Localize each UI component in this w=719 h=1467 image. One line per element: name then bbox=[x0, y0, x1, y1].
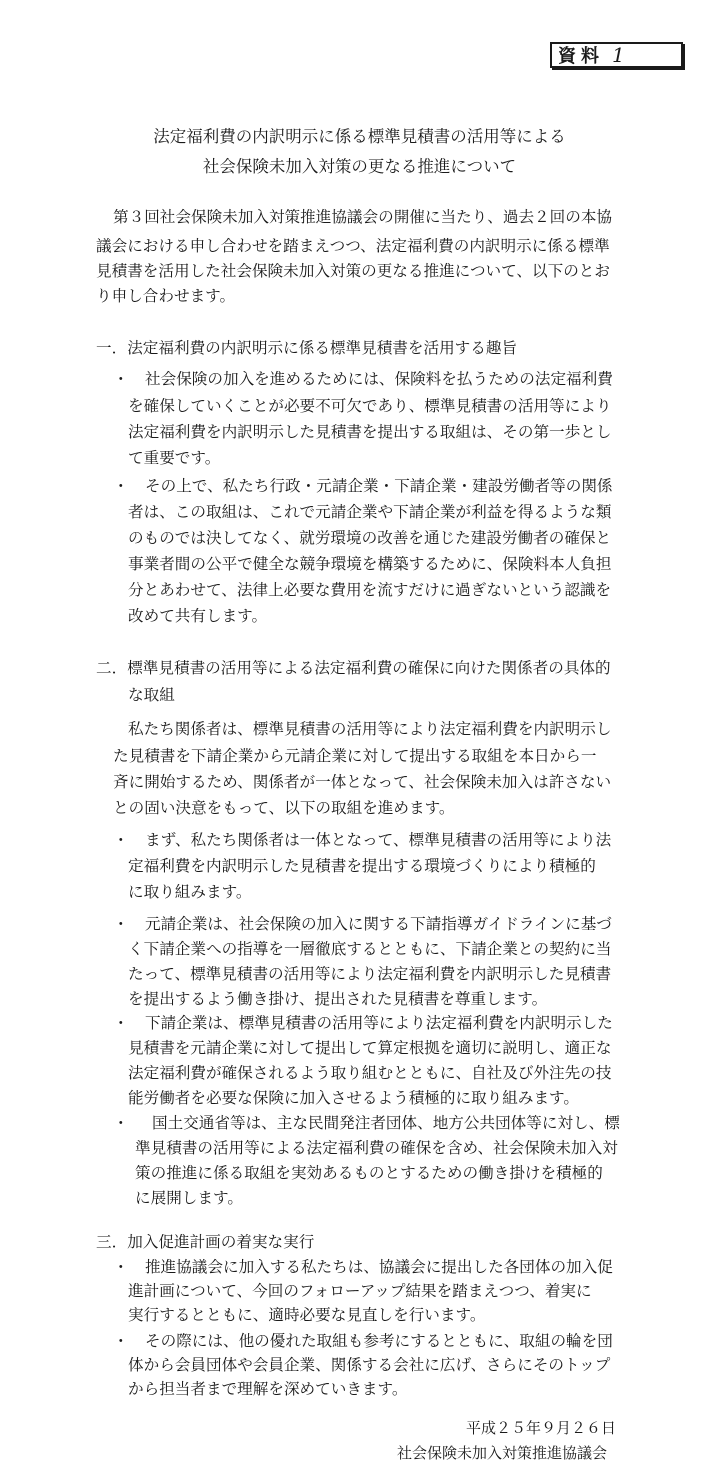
section-2-item-2-bullet: ・ bbox=[113, 915, 129, 933]
section-1-heading: 一．法定福利費の内訳明示に係る標準見積書を活用する趣旨 bbox=[96, 339, 518, 357]
section-3-item-1-bullet: ・ bbox=[113, 1258, 129, 1276]
section-2-intro-line: との固い決意をもって、以下の取組を進めます。 bbox=[113, 799, 455, 817]
section-3-item-1-line: 推進協議会に加入する私たちは、協議会に提出した各団体の加入促 bbox=[145, 1258, 613, 1276]
section-2-item-2-line: 元請企業は、社会保険の加入に関する下請指導ガイドラインに基づ bbox=[145, 915, 612, 933]
section-2-item-3-line: 下請企業は、標準見積書の活用等により法定福利費を内訳明示した bbox=[145, 1014, 613, 1032]
section-2-heading-continued: な取組 bbox=[128, 686, 175, 704]
section-3-item-2-bullet: ・ bbox=[113, 1332, 129, 1350]
footer-organization: 社会保険未加入対策推進協議会 bbox=[397, 1444, 608, 1462]
section-1-item-1-line: て重要です。 bbox=[128, 449, 221, 467]
intro-line: 見積書を活用した社会保険未加入対策の更なる推進について、以下のとお bbox=[96, 262, 610, 280]
section-2-intro-line: 斉に開始するため、関係者が一体となって、社会保険未加入は許さない bbox=[113, 773, 612, 791]
document-label-number: 1 bbox=[612, 43, 630, 67]
section-2-item-3-line: 法定福利費が確保されるよう取り組むとともに、自社及び外注先の技 bbox=[128, 1064, 612, 1082]
section-2-item-2-line: たって、標準見積書の活用等により法定福利費を内訳明示した見積書 bbox=[128, 965, 612, 983]
section-3-item-1-line: 実行するとともに、適時必要な見直しを行います。 bbox=[128, 1306, 486, 1324]
section-1-item-2-line: 者は、この取組は、これで元請企業や下請企業が利益を得るような類 bbox=[128, 503, 612, 521]
section-3-heading: 三．加入促進計画の着実な実行 bbox=[96, 1233, 315, 1251]
section-2-intro-line: 私たち関係者は、標準見積書の活用等により法定福利費を内訳明示し bbox=[128, 720, 612, 738]
section-3-item-2-line: その際には、他の優れた取組も参考にするとともに、取組の輪を団 bbox=[145, 1332, 613, 1350]
section-2-item-1-line: まず、私たち関係者は一体となって、標準見積書の活用等により法 bbox=[145, 831, 612, 849]
section-2-item-1-line: に取り組みます。 bbox=[128, 883, 252, 901]
document-title-line-2: 社会保険未加入対策の更なる推進について bbox=[202, 157, 517, 176]
intro-line: 第３回社会保険未加入対策推進協議会の開催に当たり、過去２回の本協 bbox=[113, 208, 613, 226]
section-2-item-1-line: 定福利費を内訳明示した見積書を提出する環境づくりにより積極的 bbox=[128, 857, 596, 875]
section-1-item-2-line: その上で、私たち行政・元請企業・下請企業・建設労働者等の関係 bbox=[145, 477, 613, 495]
section-1-item-2-line: 事業者間の公平で健全な競争環境を構築するために、保険料本人負担 bbox=[128, 555, 612, 573]
section-3-item-2-line: から担当者まで理解を深めていきます。 bbox=[128, 1380, 408, 1398]
section-1-item-1-line: を確保していくことが必要不可欠であり、標準見積書の活用等により bbox=[128, 397, 612, 415]
section-1-item-1-line: 社会保険の加入を進めるためには、保険料を払うための法定福利費 bbox=[145, 370, 613, 388]
document-title-line-1: 法定福利費の内訳明示に係る標準見積書の活用等による bbox=[153, 127, 566, 146]
section-1-item-2-bullet: ・ bbox=[113, 477, 129, 495]
document-label-box bbox=[550, 42, 683, 68]
section-1-item-2-line: のものでは決してなく、就労環境の改善を通じた建設労働者の確保と bbox=[128, 529, 612, 547]
section-1-item-2-line: 分とあわせて、法律上必要な費用を流すだけに過ぎないという認識を bbox=[128, 581, 612, 599]
section-2-intro-line: た見積書を下請企業から元請企業に対して提出する取組を本日から一 bbox=[113, 747, 597, 765]
section-2-item-2-line: を提出するよう働き掛け、提出された見積書を尊重します。 bbox=[128, 990, 548, 1008]
footer-date: 平成２５年９月２６日 bbox=[466, 1419, 617, 1437]
document-label-text: 資料 bbox=[558, 46, 604, 67]
section-2-item-4-line: 策の推進に係る取組を実効あるものとするための働き掛けを積極的 bbox=[135, 1164, 603, 1182]
section-3-item-2-line: 体から会員団体や会員企業、関係する会社に広げ、さらにそのトップ bbox=[128, 1356, 611, 1374]
section-2-item-4-line: 国土交通省等は、主な民間発注者団体、地方公共団体等に対し、標 bbox=[152, 1114, 620, 1132]
section-3-item-1-line: 進計画について、今回のフォローアップ結果を踏まえつつ、着実に bbox=[128, 1282, 592, 1300]
section-2-item-3-line: 見積書を元請企業に対して提出して算定根拠を適切に説明し、適正な bbox=[128, 1039, 612, 1057]
document-title bbox=[0, 122, 719, 182]
section-2-item-3-line: 能労働者を必要な保険に加入させるよう積極的に取り組みます。 bbox=[128, 1089, 579, 1107]
intro-line: 議会における申し合わせを踏まえつつ、法定福利費の内訳明示に係る標準 bbox=[96, 237, 610, 255]
section-2-item-2-line: く下請企業への指導を一層徹底するとともに、下請企業との契約に当 bbox=[128, 940, 612, 958]
intro-line: り申し合わせます。 bbox=[96, 287, 236, 305]
section-1-item-1-line: 法定福利費を内訳明示した見積書を提出する取組は、その第一歩とし bbox=[128, 423, 612, 441]
section-1-item-1-bullet: ・ bbox=[113, 370, 129, 388]
section-2-item-4-line: に展開します。 bbox=[135, 1189, 243, 1207]
section-2-item-3-bullet: ・ bbox=[113, 1014, 129, 1032]
section-2-item-4-bullet: ・ bbox=[113, 1114, 129, 1132]
section-2-item-4-line: 準見積書の活用等による法定福利費の確保を含め、社会保険未加入対 bbox=[135, 1139, 618, 1157]
section-2-item-1-bullet: ・ bbox=[113, 831, 129, 849]
section-1-item-2-line: 改めて共有します。 bbox=[128, 607, 268, 625]
section-2-heading: 二．標準見積書の活用等による法定福利費の確保に向けた関係者の具体的 bbox=[96, 659, 611, 677]
